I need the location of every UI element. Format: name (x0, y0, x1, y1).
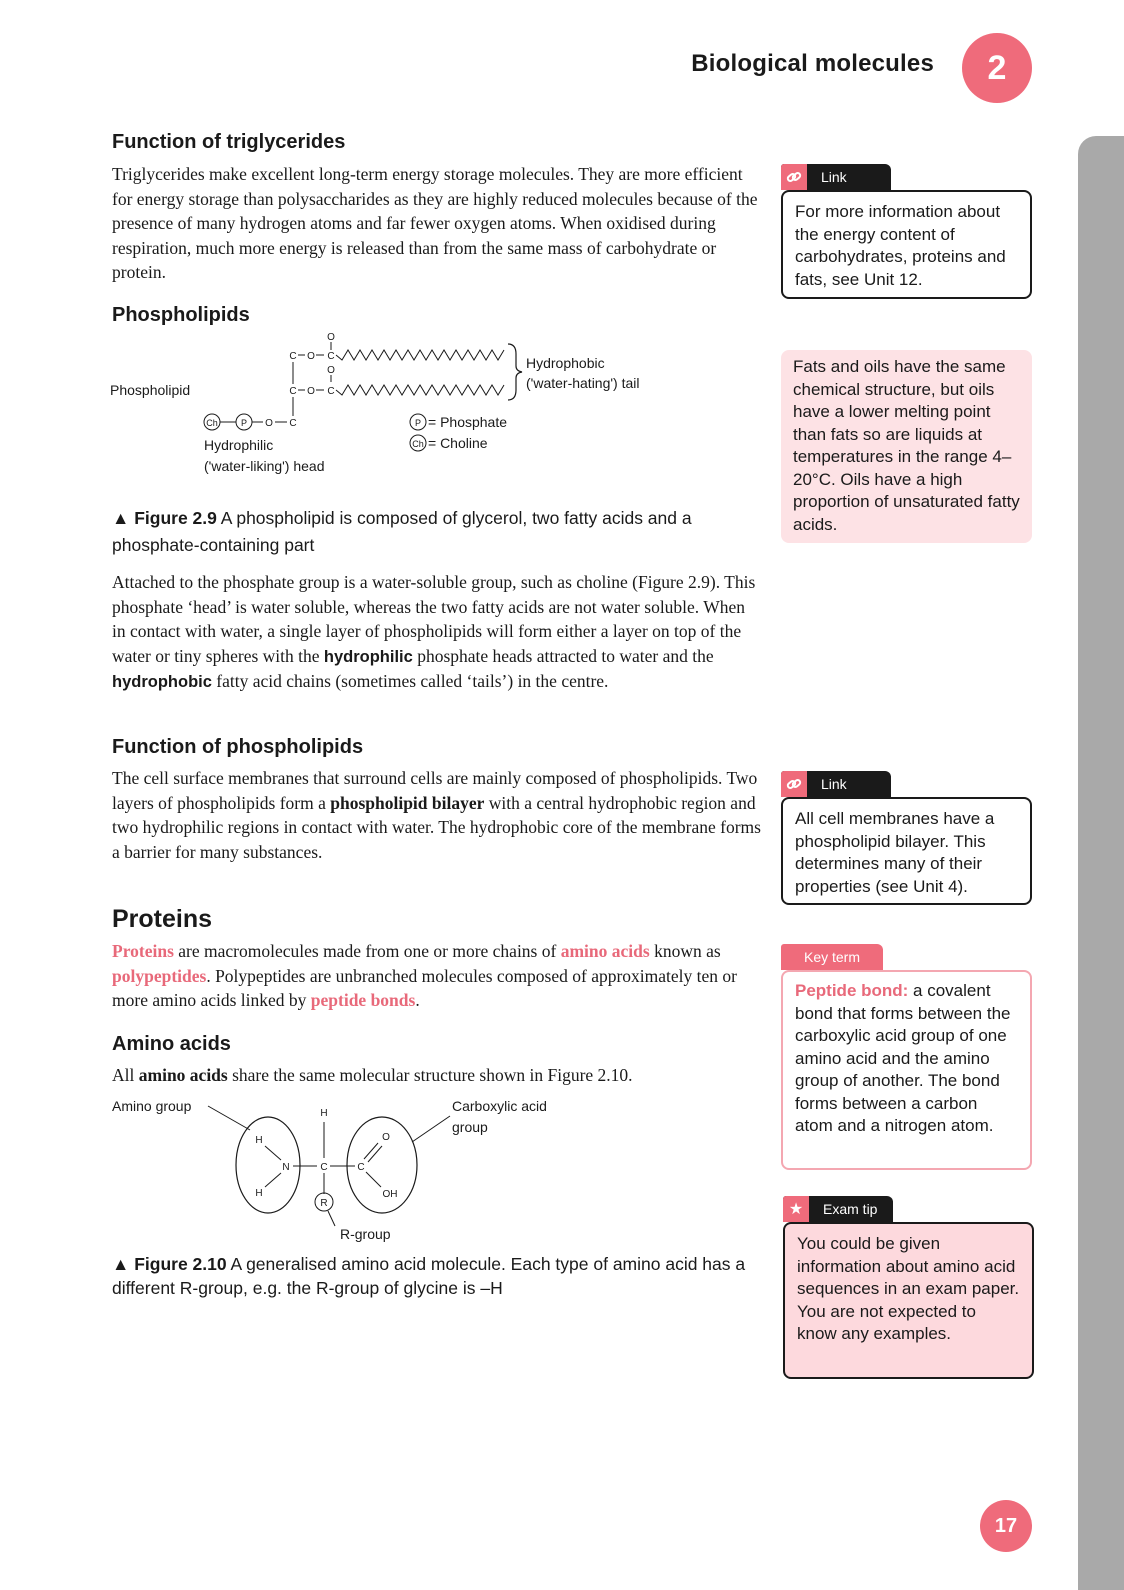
link-tab-2 (781, 771, 891, 797)
key-term-polypeptides: polypeptides (112, 965, 207, 986)
link-box-1: For more information about the energy content of carbohydrates, proteins and fats, see Unit 12. (781, 190, 1032, 299)
key-ch-symbol: Ch (412, 439, 424, 449)
side-bar (1078, 136, 1124, 1590)
label-group: group (452, 1118, 488, 1135)
atom-oh: OH (382, 1189, 398, 1200)
key-term-amino-acids: amino acids (560, 941, 650, 961)
bold-term-hydrophobic: hydrophobic (112, 673, 212, 692)
caption-label: Figure 2.10 (134, 1254, 227, 1274)
text-run: . (415, 990, 420, 1011)
key-p-symbol: P (414, 418, 422, 428)
atom-o: O (327, 332, 335, 343)
chapter-number-badge: 2 (962, 33, 1032, 103)
atom-p: P (240, 418, 248, 428)
label-amino-group: Amino group (112, 1100, 192, 1114)
text-run: The cell surface membranes that surround cells are mainly composed of phospholipids. Two layers of phospholipids form a (112, 768, 758, 813)
paragraph-amino-acids (112, 1063, 762, 1088)
phospholipid-diagram (100, 328, 660, 486)
paragraph-phosphate-head (112, 570, 762, 695)
paragraph-function-of-phospholipids (112, 766, 762, 864)
text-run: share the same molecular structure shown in Figure 2.10. (227, 1065, 633, 1085)
paragraph-proteins (112, 939, 762, 1013)
star-icon: ★ (783, 1196, 809, 1222)
chapter-title: Biological molecules (691, 50, 934, 77)
atom-o: O (327, 365, 335, 376)
label-hydrophilic: Hydrophilic (204, 437, 274, 453)
atom-c: C (320, 1162, 328, 1173)
exam-tip-box: You could be given information about amino acid sequences in an exam paper. You are not expected to know any examples. (783, 1222, 1034, 1379)
heading-function-of-phospholipids: Function of phospholipids (112, 736, 364, 758)
label-hydrophobic: Hydrophobic (526, 355, 605, 371)
atom-o: O (382, 1132, 390, 1143)
link-tab-label: Link (821, 169, 847, 185)
key-term-peptide-bond: Peptide bond: (795, 981, 909, 1000)
key-term-definition: a covalent bond that forms between the carboxylic acid group of one amino acid and the amino group of another. The bond forms between a carbon atom and a nitrogen atom. (795, 981, 1011, 1135)
link-icon (781, 771, 807, 797)
text-run: with a central hydrophobic region and two hydrophilic regions in contact with water. The hydrophobic core of the membrane forms a barrier for many substances. (112, 792, 761, 862)
text-run: All (112, 1065, 139, 1085)
text-run: are macromolecules made from one or more chains of (173, 941, 561, 961)
atom-ch: Ch (206, 418, 218, 428)
heading-proteins: Proteins (112, 905, 213, 933)
atom-h: H (255, 1135, 263, 1146)
bold-term-amino-acids: amino acids (138, 1065, 228, 1085)
atom-r: R (320, 1198, 328, 1209)
heading-phospholipids: Phospholipids (112, 304, 250, 326)
exam-tip-tab-label: Exam tip (823, 1201, 878, 1217)
label-phospholipid: Phospholipid (110, 382, 191, 398)
bold-term-phospholipid-bilayer: phospholipid bilayer (330, 792, 485, 813)
key-phosphate: = Phosphate (428, 414, 508, 430)
triangle-up-icon: ▲ (112, 508, 130, 528)
label-carboxylic-acid: Carboxylic acid (452, 1100, 547, 1114)
atom-o: O (307, 386, 315, 397)
page-number: 17 (980, 1500, 1032, 1552)
caption-text: A phospholipid is composed of glycerol, two fatty acids and a phosphate-containing part (112, 508, 692, 555)
key-term-box (781, 970, 1032, 1170)
link-icon (781, 164, 807, 190)
figure-2-10-caption (112, 1252, 762, 1300)
atom-h: H (320, 1108, 328, 1119)
caption-label: Figure 2.9 (134, 508, 217, 528)
atom-o: O (307, 351, 315, 362)
note-fats-and-oils: Fats and oils have the same chemical structure, but oils have a lower melting point than fats so are liquids at temperatures in the range 4–20°C. Oils have a high proportion of unsaturated fatty acids. (781, 350, 1032, 543)
text-run: known as (649, 941, 721, 961)
key-term-proteins: Proteins (112, 941, 174, 961)
text-run: phosphate heads attracted to water and the (412, 645, 714, 666)
heading-amino-acids: Amino acids (112, 1033, 231, 1055)
atom-c: C (327, 351, 335, 362)
caption-text: A generalised amino acid molecule. Each type of amino acid has a different R-group, e.g. the R-group of glycine is –H (112, 1254, 746, 1298)
triangle-up-icon: ▲ (112, 1254, 130, 1274)
bold-term-hydrophilic: hydrophilic (323, 647, 413, 666)
key-choline: = Choline (428, 435, 488, 451)
atom-o: O (265, 418, 273, 429)
text-run: Attached to the phosphate group is a water-soluble group, such as choline (Figure 2.9). This phosphate ‘head’ is water soluble, whereas the two fatty acids are not water soluble. When in contact with water, a single layer of phospholipids will form either a layer on top of the water or tiny spheres with the (112, 572, 756, 666)
atom-c: C (289, 351, 297, 362)
label-r-group: R-group (340, 1225, 391, 1242)
atom-c: C (327, 386, 335, 397)
label-water-hating-tail: ('water-hating') tail (526, 375, 640, 391)
key-term-tab: Key term (781, 944, 883, 970)
heading-function-of-triglycerides: Function of triglycerides (112, 131, 346, 153)
label-water-liking-head: ('water-liking') head (204, 458, 325, 474)
atom-c: C (357, 1162, 365, 1173)
exam-tip-tab (783, 1196, 893, 1222)
text-run: . Polypeptides are unbranched molecules composed of approximately ten or more amino acids linked by (112, 965, 738, 1011)
key-term-peptide-bonds: peptide bonds (310, 990, 416, 1011)
text-run: fatty acid chains (sometimes called ‘tails’) in the centre. (211, 671, 609, 692)
atom-n: N (282, 1162, 290, 1173)
link-tab-1 (781, 164, 891, 190)
atom-c: C (289, 418, 297, 429)
atom-h: H (255, 1188, 263, 1199)
link-tab-label: Link (821, 776, 847, 792)
paragraph-triglycerides: Triglycerides make excellent long-term energy storage molecules. They are more efficient for energy storage than polysaccharides as they are highly reduced molecules because of the presence of many hydrogen atoms and far fewer oxygen atoms. When oxidised during respiration, much more energy is released than from the same mass of carbohydrate or protein. (112, 164, 758, 283)
figure-2-9-caption (112, 505, 762, 559)
amino-acid-diagram (100, 1100, 600, 1250)
atom-c: C (289, 386, 297, 397)
link-box-2: All cell membranes have a phospholipid bilayer. This determines many of their properties (see Unit 4). (781, 797, 1032, 905)
